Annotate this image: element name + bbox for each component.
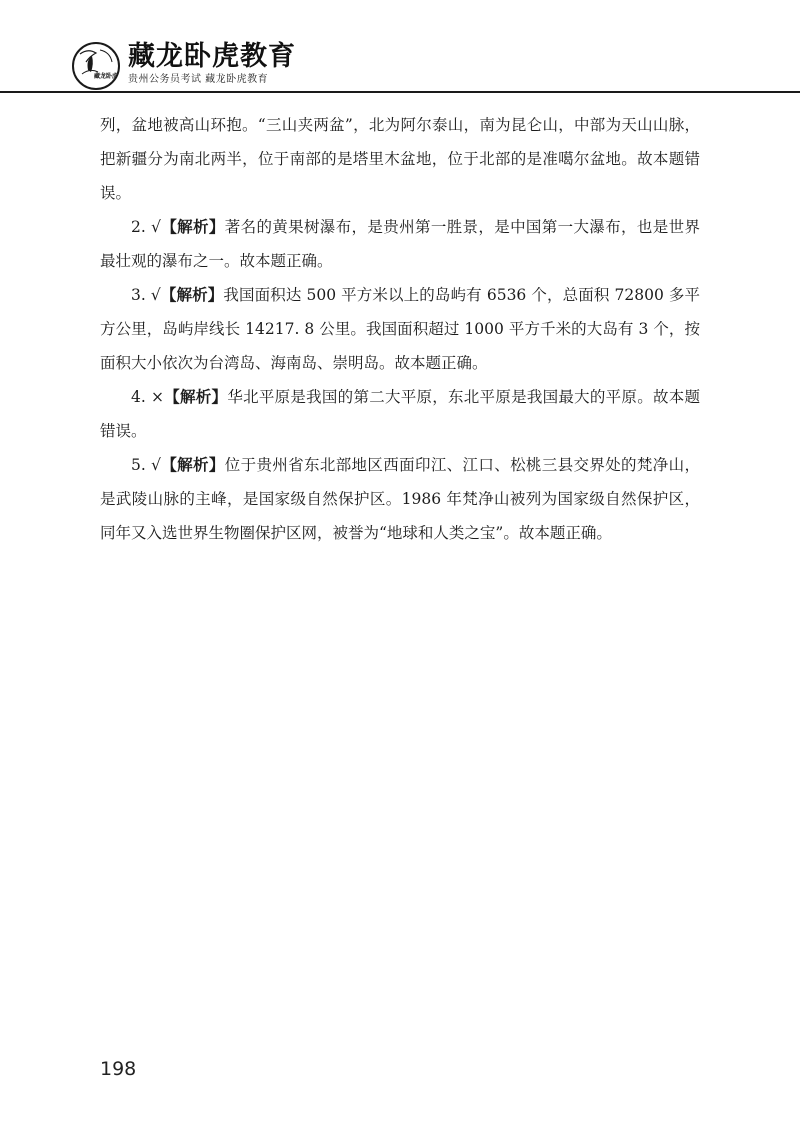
logo-drawing <box>74 44 118 88</box>
answer-number: 3. <box>131 286 146 304</box>
dragon-tiger-logo-icon <box>72 42 120 90</box>
header-rule <box>0 91 800 93</box>
answer-item-2 <box>100 210 700 278</box>
answer-text: 华北平原是我国的第二大平原，东北平原是我国最大的平原。故本题错误。 <box>100 388 700 440</box>
answer-mark: × <box>151 388 164 406</box>
answer-text: 位于贵州省东北部地区西面印江、江口、松桃三县交界处的梵净山，是武陵山脉的主峰，是国家级自然保护区。1986 年梵净山被列为国家级自然保护区，同年又入选世界生物圈保护区网，被誉为“地球和人类之宝”。故本题正确。 <box>100 456 700 542</box>
answer-number: 2. <box>131 218 146 236</box>
answer-text: 列，盆地被高山环抱。“三山夹两盆”，北为阿尔泰山，南为昆仑山，中部为天山山脉，把新疆分为南北两半，位于南部的是塔里木盆地，位于北部的是准噶尔盆地。故本题错误。 <box>100 116 700 202</box>
answer-item-4 <box>100 380 700 448</box>
answer-text: 我国面积达 500 平方米以上的岛屿有 6536 个，总面积 72800 多平方公里，岛屿岸线长 14217. 8 公里。我国面积超过 1000 平方千米的大岛有 3 个，按面积大小依次为台湾岛、海南岛、崇明岛。故本题正确。 <box>100 286 700 372</box>
page-number: 198 <box>100 1058 137 1080</box>
answer-text: 著名的黄果树瀑布，是贵州第一胜景，是中国第一大瀑布，也是世界最壮观的瀑布之一。故本题正确。 <box>100 218 700 270</box>
logo-text: 藏龙卧虎 <box>94 73 119 80</box>
page-header <box>0 0 800 92</box>
analysis-tag: 【解析】 <box>160 456 225 474</box>
answer-mark: √ <box>151 218 161 236</box>
answer-number: 4. <box>131 388 146 406</box>
answer-item-3 <box>100 278 700 380</box>
answer-mark: √ <box>150 286 161 304</box>
answer-content <box>100 108 700 550</box>
answer-continuation <box>100 108 700 210</box>
answer-number: 5. <box>131 456 146 474</box>
answer-mark: √ <box>151 456 161 474</box>
answer-item-5 <box>100 448 700 550</box>
analysis-tag: 【解析】 <box>164 388 228 406</box>
brand-title: 藏龙卧虎教育 <box>128 41 296 72</box>
brand-subtitle: 贵州公务员考试 藏龙卧虎教育 <box>128 74 269 85</box>
analysis-tag: 【解析】 <box>160 218 225 236</box>
analysis-tag: 【解析】 <box>160 286 224 304</box>
